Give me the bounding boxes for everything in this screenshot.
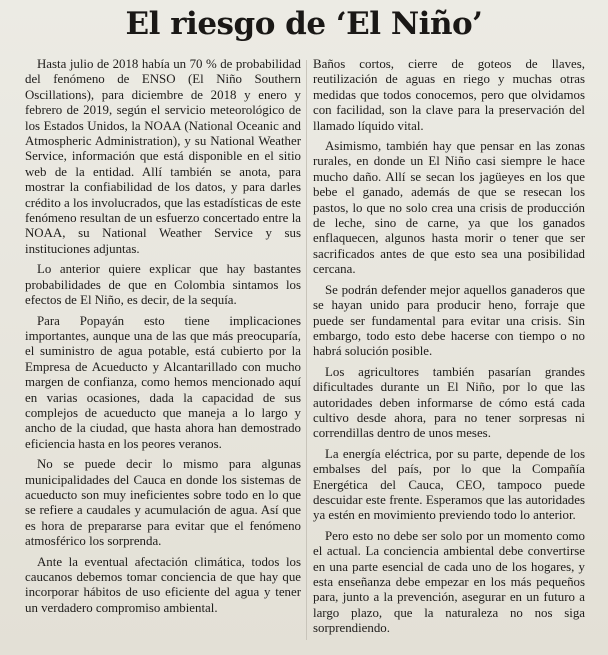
left-column: [25, 57, 301, 621]
paragraph: Lo anterior quiere explicar que hay bastantes probabilidades de que en Colombia sintamos los efectos de El Niño, es decir, de la sequía.: [25, 262, 301, 308]
paragraph: Pero esto no debe ser solo por un momento como el actual. La conciencia ambiental debe convertirse en una parte esencial de cada uno de los hogares, y esta enseñanza debe empezar en los más pequeños para, junto a la prevención, asegurar en un futuro a largo plazo, que la naturaleza no nos siga sorprendiendo.: [313, 528, 585, 636]
paragraph: Los agricultores también pasarían grandes dificultades durante un El Niño, por lo que las autoridades deben informarse de cómo está cada cultivo desde ahora, para no tener sorpresas ni correndillas dentro de unos meses.: [313, 364, 585, 441]
paragraph: Ante la eventual afectación climática, todos los caucanos debemos tomar conciencia de que hay que incorporar hábitos de uso eficiente del agua y tener un verdadero compromiso ambiental.: [25, 554, 301, 615]
editorial-title: El riesgo de ‘El Niño’: [125, 6, 483, 42]
paragraph: Hasta julio de 2018 había un 70 % de probabilidad del fenómeno de ENSO (El Niño Southern Oscillations), para diciembre de 2018 y enero y febrero de 2019, según el servicio meteorológico de los Estados Unidos, la NOAA (National Oceanic and Atmospheric Administration), y su National Weather Service, información que está disponible en el sitio web de la entidad. Allí también se anota, para mostrar la confiabilidad de los datos, y para darles crédito a los involucrados, que las estadísticas de este fenómeno resultan de un esfuerzo concertado entre la NOAA, su National Weather Service y sus instituciones adjuntas.: [25, 57, 301, 256]
paragraph: Baños cortos, cierre de goteos de llaves, reutilización de aguas en riego y muchas otras medidas que todos conocemos, pero que olvidamos con facilidad, son la clave para la preservación del llamado líquido vital.: [313, 57, 585, 133]
paragraph: Asimismo, también hay que pensar en las zonas rurales, en donde un El Niño casi siempre le hace mucho daño. Allí se secan los jagüeyes en los que bebe el ganado, además de que se resecan los pastos, lo que no solo crea una crisis de producción de leche, sino de carne, ya que los ganados enflaquecen, algunos hasta morir o tener que ser sacrificados antes de que esto sea una posibilidad cercana.: [313, 139, 585, 277]
paragraph: La energía eléctrica, por su parte, depende de los embalses del país, por lo que la Compañía Energética del Cauca, CEO, tampoco puede descuidar este frente. Esperamos que las autoridades ya estén en movimiento previendo todo lo anterior.: [313, 446, 585, 523]
column-divider: [306, 60, 307, 640]
right-column: [313, 57, 585, 642]
paragraph: Para Popayán esto tiene implicaciones importantes, aunque una de las que más preocuparía, el suministro de agua potable, está cubierto por la Empresa de Acueducto y Alcantarillado con mucho margen de confianza, como hemos mencionado aquí en varias ocasiones, dada la capacidad de sus complejos de acueducto que maneja a lo largo y ancho de la ciudad, que hasta ahora han demostrado eficiencia hasta en los peores veranos.: [25, 313, 301, 451]
paragraph: Se podrán defender mejor aquellos ganaderos que se hayan unido para producir heno, forraje que puede ser fundamental para evitar una crisis. Sin embargo, todo esto debe hacerse con tiempo o no habrá solución posible.: [313, 282, 585, 359]
paragraph: No se puede decir lo mismo para algunas municipalidades del Cauca en donde los sistemas de acueducto son muy ineficientes sobre todo en lo que se refiere a caudales y acumulación de agua. Así que es hora de prepararse para evitar que el fenómeno atmosférico los sorprenda.: [25, 457, 301, 549]
